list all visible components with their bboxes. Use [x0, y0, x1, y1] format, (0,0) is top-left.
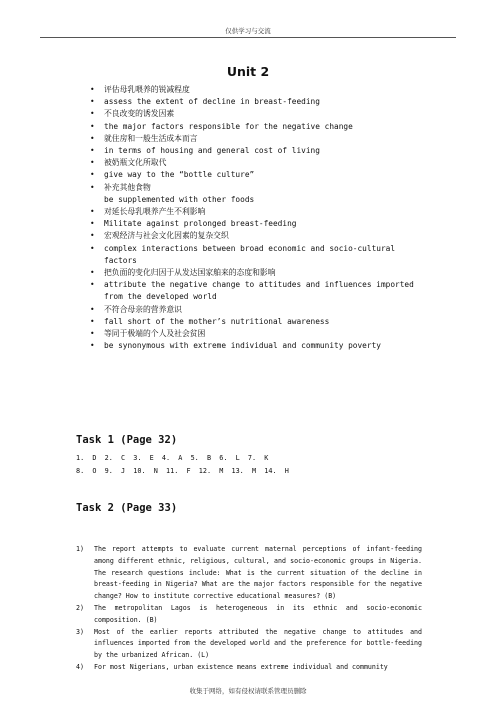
bullet-icon: • [90, 219, 95, 229]
bullet-icon: • [90, 158, 95, 168]
bullet-icon: • [90, 243, 95, 253]
vocab-item: • 把负面的变化归因于从发达国家舶来的态度和影响 [90, 267, 430, 279]
vocab-item: • attribute the negative change to attitudes and influences imported from the developed world [90, 280, 414, 302]
bullet-icon: • [90, 304, 95, 314]
bullet-icon: • [90, 85, 95, 94]
vocab-item: • be synonymous with extreme individual and community poverty [90, 340, 430, 352]
vocab-item: • 就住房和一般生活成本而言 [90, 133, 430, 145]
vocab-item: • assess the extent of decline in breast-feeding [90, 96, 430, 108]
vocab-item: • 补充其他食物 be supplemented with other foods [90, 182, 255, 204]
bullet-icon: • [90, 316, 95, 326]
task2-item: 4) For most Nigerians, urban existence means extreme individual and community [76, 662, 388, 671]
page-header: 仅供学习与交流 [40, 26, 456, 38]
task2-list [76, 544, 422, 674]
unit-title: Unit 2 [226, 64, 270, 79]
bullet-icon: • [90, 109, 95, 119]
vocab-item: • 评估母乳喂养的锐减程度 [90, 84, 430, 96]
task2-item: 3) Most of the earlier reports attributed the negative change to attitudes and influences imported from the developed world and the preference for bottle-feeding by the urbanized African. (L) [76, 627, 422, 660]
vocab-item: • complex interactions between broad economic and socio-cultural factors [90, 243, 396, 265]
bullet-icon: • [90, 170, 95, 180]
task2-item: 2) The metropolitan Lagos is heterogeneous in its ethnic and socio-economic composition. (B) [76, 603, 422, 624]
vocab-item: • the major factors responsible for the negative change [90, 121, 430, 133]
vocab-item: • Militate against prolonged breast-feeding [90, 218, 430, 230]
task2-item: 1) The report attempts to evaluate current maternal perceptions of infant-feeding among different ethnic, religious, cultural, and socio-economic groups in Nigeria. The research questions include: What is the current situation of the decline in breast-feeding in Nigeria? What are the major factors responsible for the negative change? How to institute corrective educational measures? (B) [76, 545, 422, 601]
task1-answers-line: 1. D 2. C 3. E 4. A 5. B 6. L 7. K [76, 454, 269, 462]
page-footer: 收集于网络，如有侵权请联系管理员删除 [189, 687, 307, 695]
bullet-icon: • [90, 280, 95, 290]
bullet-icon: • [90, 146, 95, 156]
bullet-icon: • [90, 268, 95, 278]
bullet-icon: • [90, 133, 95, 143]
vocab-item: • 宏观经济与社会文化因素的复杂交织 [90, 230, 430, 242]
vocab-item: • fall short of the mother’s nutritional awareness [90, 316, 430, 328]
vocab-list [90, 84, 430, 352]
vocab-item: • 不良改变的诱发因素 [90, 108, 430, 120]
task1-answers [76, 452, 289, 477]
vocab-item: • give way to the “bottle culture” [90, 169, 430, 181]
vocab-item: • 被奶瓶文化所取代 [90, 157, 430, 169]
bullet-icon: • [90, 97, 95, 107]
vocab-item: • 等同于极端的个人及社会贫困 [90, 328, 430, 340]
bullet-icon: • [90, 207, 95, 217]
bullet-icon: • [90, 182, 95, 192]
vocab-item: • 不符合母亲的营养意识 [90, 304, 430, 316]
bullet-icon: • [90, 231, 95, 241]
bullet-icon: • [90, 121, 95, 131]
task1-heading: Task 1 (Page 32) [76, 434, 178, 446]
bullet-icon: • [90, 329, 95, 339]
bullet-icon: • [90, 341, 95, 351]
task1-answers-line: 8. O 9. J 10. N 11. F 12. M 13. M 14. H [76, 466, 289, 475]
vocab-item: • in terms of housing and general cost of living [90, 145, 430, 157]
vocab-item: • 对延长母乳喂养产生不利影响 [90, 206, 430, 218]
task2-heading: Task 2 (Page 33) [76, 502, 178, 514]
